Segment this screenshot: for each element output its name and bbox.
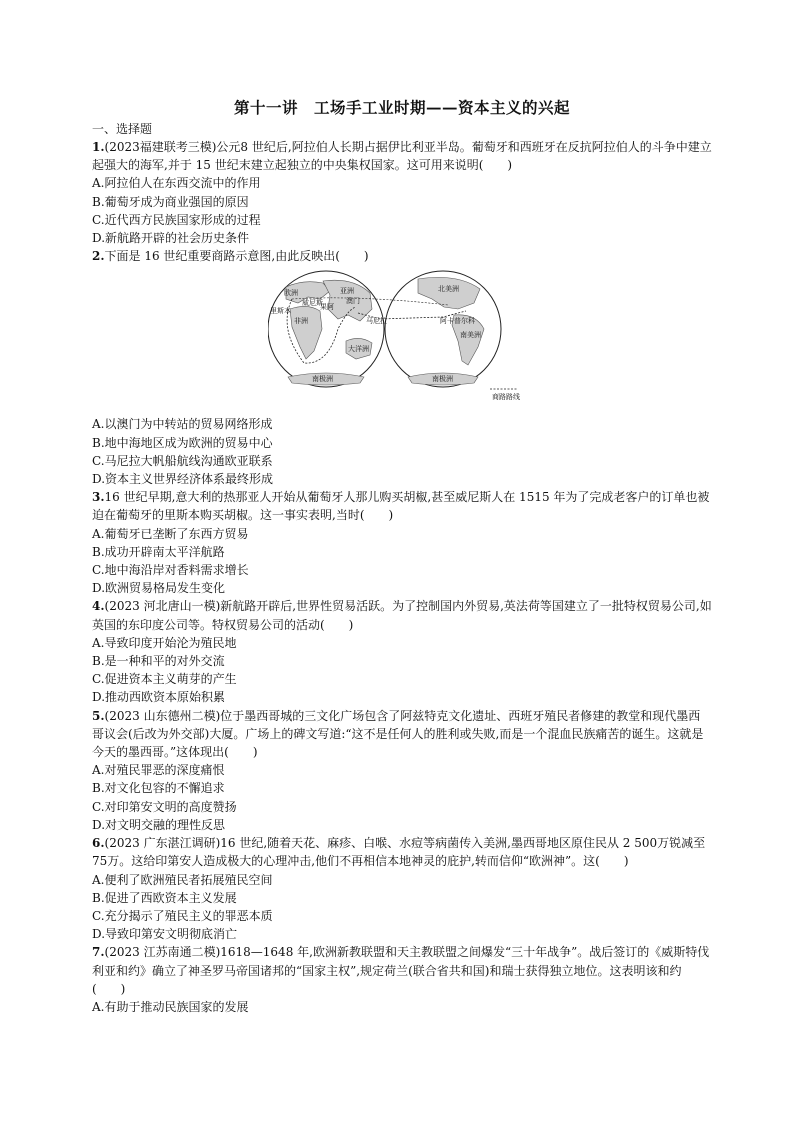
document-page: [92, 96, 712, 1016]
label-asia: 亚洲: [340, 287, 354, 296]
question-number: 1.: [92, 140, 105, 154]
label-oceania: 大洋洲: [348, 345, 369, 354]
label-europe: 欧洲: [284, 289, 298, 298]
label-lisbon: 里斯本: [270, 307, 291, 316]
option: C.促进资本主义萌芽的产生: [92, 672, 237, 687]
label-macau: 澳门: [346, 297, 360, 306]
question-text: (2023 广东湛江调研)16 世纪,随着天花、麻疹、白喉、水痘等病菌传入美洲,墨西哥地区原住民从 2 500万锐减至 75万。这给印第安人造成极大的心理冲击,他们不再相信本地神灵的庇护,转而信仰“欧洲神”。这( ): [92, 836, 706, 869]
option: C.地中海沿岸对香料需求增长: [92, 563, 249, 578]
label-south-america: 南美洲: [460, 331, 481, 340]
question-7: [92, 943, 712, 998]
option: A.有助于推动民族国家的发展: [92, 999, 249, 1014]
option: D.资本主义世界经济体系最终形成: [92, 472, 274, 487]
option: D.欧洲贸易格局发生变化: [92, 581, 226, 596]
page-title: 第十一讲 工场手工业时期——资本主义的兴起: [233, 98, 570, 117]
question-number: 5.: [92, 708, 105, 723]
question-number: 3.: [92, 490, 105, 505]
trade-route-map: [268, 269, 528, 411]
label-antarctica-left: 南极洲: [312, 375, 333, 384]
question-text: (2023福建联考三模)公元8 世纪后,阿拉伯人长期占据伊比利亚半岛。葡萄牙和西班牙在反抗阿拉伯人的斗争中建立起强大的海军,并于 15 世纪末建立起独立的中央集权国家。这可用来说明( ): [92, 140, 712, 173]
question-number: 2.: [92, 249, 105, 264]
option: D.推动西欧资本原始积累: [92, 690, 226, 705]
option: A.葡萄牙已垄断了东西方贸易: [92, 526, 249, 541]
option: A.以澳门为中转站的贸易网络形成: [92, 417, 273, 432]
option: A.导致印度开始沦为殖民地: [92, 635, 237, 650]
option: A.对殖民罪恶的深度痛恨: [92, 763, 225, 778]
question-text: 16 世纪早期,意大利的热那亚人开始从葡萄牙人那儿购买胡椒,甚至威尼斯人在 1515 年为了完成老客户的订单也被迫在葡萄牙的里斯本购买胡椒。这一事实表明,当时( ): [92, 490, 710, 523]
question-text: (2023 河北唐山一模)新航路开辟后,世界性贸易活跃。为了控制国内外贸易,英法荷等国建立了一批特权贸易公司,如英国的东印度公司等。特权贸易公司的活动( ): [92, 599, 712, 632]
question-text: 下面是 16 世纪重要商路示意图,由此反映出( ): [104, 249, 369, 264]
option: D.对文明交融的理性反思: [92, 817, 226, 832]
question-text: (2023 山东德州二模)位于墨西哥城的三文化广场包含了阿兹特克文化遗址、西班牙殖民者修建的教堂和现代墨西哥议会(后改为外交部)大厦。广场上的碑文写道:“这不是任何人的胜利或失败,而是一个混血民族痛苦的诞生。这就是今天的墨西哥。”这体现出( ): [92, 708, 704, 760]
option: A.阿拉伯人在东西交流中的作用: [92, 176, 261, 191]
question-5: [92, 707, 712, 762]
option: B.对文化包容的不懈追求: [92, 781, 225, 796]
question-number: 6.: [92, 836, 105, 851]
question-6: [92, 834, 712, 870]
question-4: [92, 597, 712, 633]
label-goa: 果阿: [320, 303, 334, 312]
option: C.马尼拉大帆船航线沟通欧亚联系: [92, 453, 273, 468]
label-manila: 马尼拉: [366, 317, 387, 326]
option: B.地中海地区成为欧洲的贸易中心: [92, 435, 273, 450]
option: A.便利了欧洲殖民者拓展殖民空间: [92, 872, 273, 887]
label-north-america: 北美洲: [438, 285, 459, 294]
question-2: [92, 247, 712, 265]
option: B.葡萄牙成为商业强国的原因: [92, 194, 249, 209]
question-1: [92, 138, 712, 174]
option: B.成功开辟南太平洋航路: [92, 544, 225, 559]
label-antarctica-right: 南极洲: [432, 375, 453, 384]
section-heading: 一、选择题: [92, 122, 153, 136]
question-3: [92, 488, 712, 524]
question-number: 4.: [92, 599, 105, 614]
option: D.导致印第安文明彻底消亡: [92, 927, 238, 942]
legend-label: 商路路线: [492, 393, 520, 402]
option: B.促进了西欧资本主义发展: [92, 890, 237, 905]
world-map-figure: [268, 269, 528, 401]
label-africa: 非洲: [294, 317, 308, 326]
option: D.新航路开辟的社会历史条件: [92, 231, 250, 246]
question-number: 7.: [92, 945, 105, 960]
label-acapulco: 阿卡普尔科: [440, 317, 475, 326]
option: C.近代西方民族国家形成的过程: [92, 212, 261, 227]
question-text: (2023 江苏南通二模)1618—1648 年,欧洲新教联盟和天主教联盟之间爆发“三十年战争”。战后签订的《威斯特伐利亚和约》确立了神圣罗马帝国诸邦的“国家主权”,规定荷兰(联合省共和国)和瑞士获得独立地位。这表明该和约( ): [92, 945, 710, 996]
option: B.是一种和平的对外交流: [92, 654, 225, 669]
label-venice: 威尼斯: [302, 299, 323, 308]
option: C.充分揭示了殖民主义的罪恶本质: [92, 908, 273, 923]
option: C.对印第安文明的高度赞扬: [92, 799, 237, 814]
